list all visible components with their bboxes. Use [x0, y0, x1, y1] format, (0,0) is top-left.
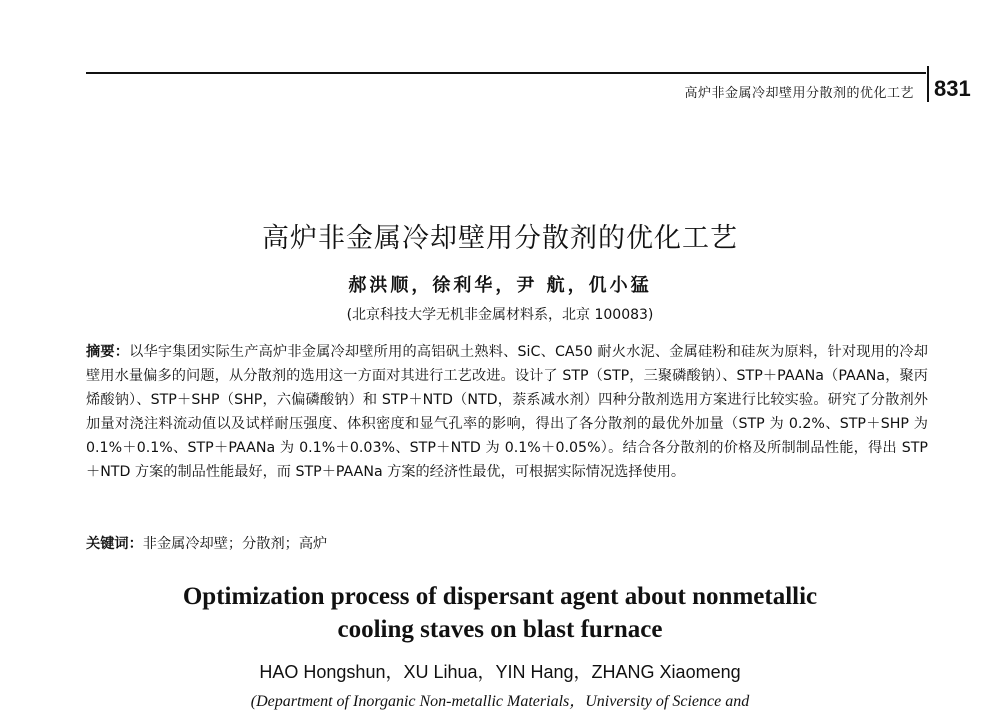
english-title-line-1: Optimization process of dispersant agent about nonmetallic	[182, 583, 818, 610]
english-affiliation: (Department of Inorganic Non-metallic Materials，University of Science and	[250, 693, 750, 710]
abstract	[86, 340, 928, 484]
chinese-affiliation: (北京科技大学无机非金属材料系，北京 100083)	[346, 307, 654, 323]
keywords	[86, 532, 928, 556]
keywords-label: 关键词：	[86, 536, 143, 552]
chinese-title: 高炉非金属冷却壁用分散剂的优化工艺	[262, 223, 738, 254]
chinese-authors: 郝洪顺，徐利华，尹 航，仉小猛	[348, 275, 652, 296]
abstract-text: 以华宇集团实际生产高炉非金属冷却壁所用的高铝矾土熟料、SiC、CA50 耐火水泥、金属硅粉和硅灰为原料，针对现用的冷却壁用水量偏多的问题，从分散剂的选用这一方面对其进行工艺改进。设计了 STP（STP，三聚磷酸钠）、STP＋PAANa（PAANa，聚丙烯酸钠）、STP＋SHP（SHP，六偏磷酸钠）和 STP＋NTD（NTD，萘系减水剂）四种分散剂选用方案进行比较实验。研究了分散剂外加量对浇注料流动值以及试样耐压强度、体积密度和显气孔率的影响，得出了各分散剂的最优外加量（STP 为 0.2%、STP＋SHP 为 0.1%＋0.1%、STP＋PAANa 为 0.1%＋0.03%、STP＋NTD 为 0.1%＋0.05%）。结合各分散剂的价格及所制制品性能，得出 STP＋NTD 方案的制品性能最好，而 STP＋PAANa 方案的经济性最优，可根据实际情况选择使用。	[86, 344, 928, 480]
english-title	[0, 580, 1000, 646]
english-authors: HAO Hongshun，XU Lihua，YIN Hang，ZHANG Xiaomeng	[259, 662, 741, 682]
abstract-label: 摘要：	[86, 344, 130, 360]
header-rule	[86, 72, 926, 74]
english-title-line-2: cooling staves on blast furnace	[337, 616, 663, 643]
page-number: 831	[934, 76, 971, 101]
header-divider	[927, 66, 929, 102]
running-title: 高炉非金属冷却壁用分散剂的优化工艺	[684, 86, 914, 101]
keywords-text: 非金属冷却壁；分散剂；高炉	[142, 536, 328, 552]
